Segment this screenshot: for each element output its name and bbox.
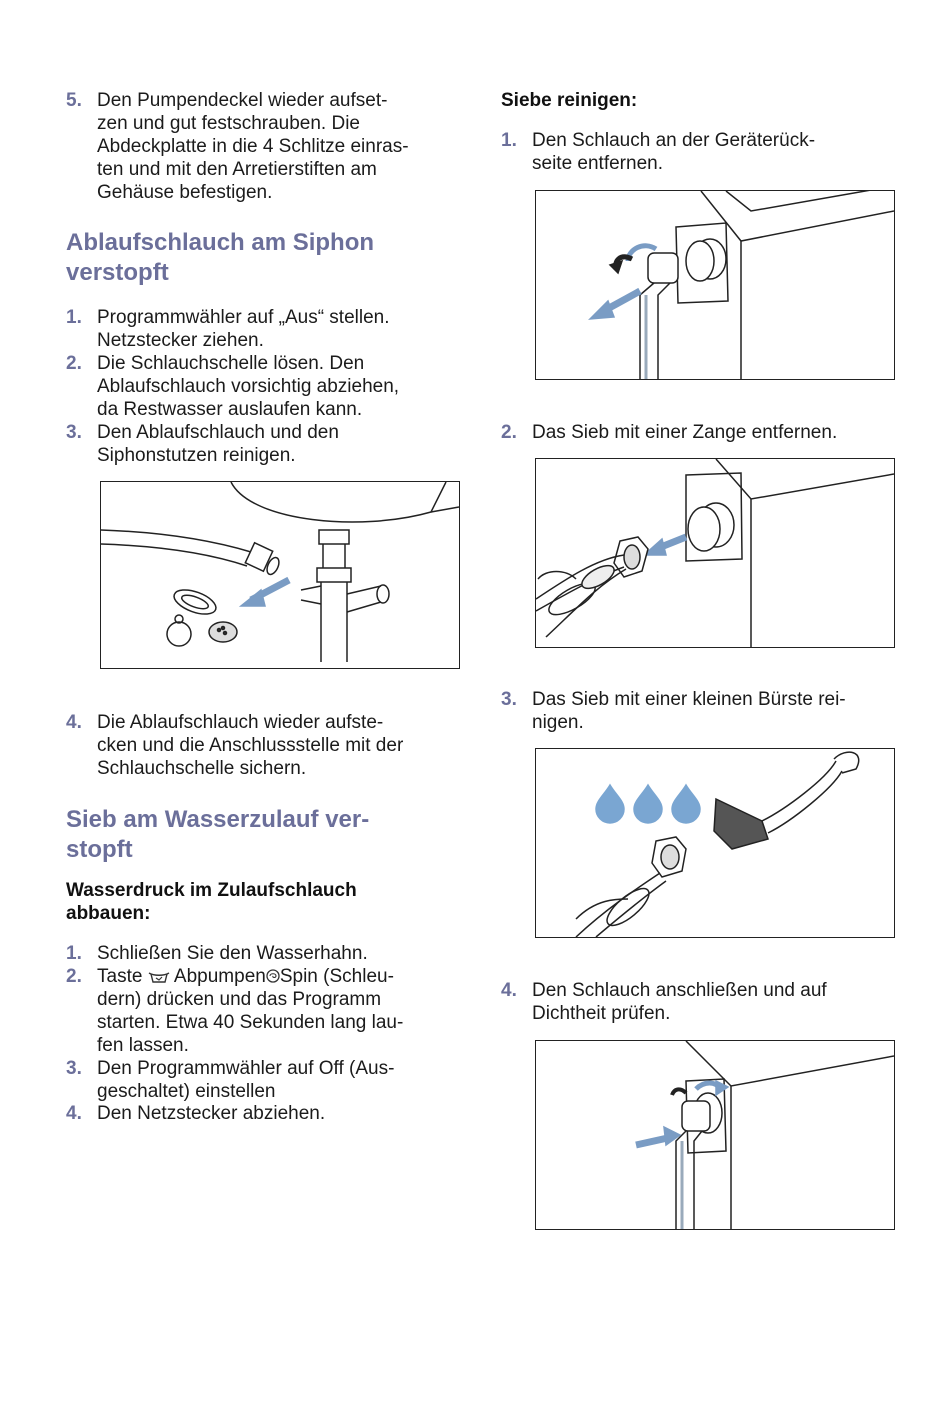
step-text: Den Schlauch anschließen und auf Dichtheit prüfen.: [532, 980, 827, 1024]
step-text-part: Abpumpen: [169, 966, 266, 987]
step-number: 4.: [66, 712, 82, 733]
section-title-sieve: Sieb am Wasserzulauf ver- stopft: [66, 806, 370, 863]
step-text: Schließen Sie den Wasserhahn.: [97, 943, 368, 964]
step-text: Den Schlauch an der Geräterück- seite entfernen.: [532, 130, 816, 174]
step-number: 3.: [501, 689, 517, 710]
spin-icon: [266, 969, 280, 983]
remove-hose-illustration: [535, 190, 895, 380]
step-text: Den Pumpendeckel wieder aufset- zen und gut festschrauben. Die Abdeckplatte in die 4 Schlitze einras- ten und mit den Arretierstiften am Gehäuse befestigen.: [97, 90, 409, 203]
step-number: 1.: [66, 943, 82, 964]
water-drop-icon: [672, 785, 700, 823]
step-text-part: dern) drücken und das Programm starten. Etwa 40 Sekunden lang lau- fen lassen.: [97, 989, 404, 1056]
step-text: Das Sieb mit einer Zange entfernen.: [532, 422, 838, 443]
connect-hose-illustration: [535, 1040, 895, 1230]
program-drain-icon: [148, 970, 170, 983]
step-number: 4.: [66, 1103, 82, 1124]
step-number: 4.: [501, 980, 517, 1001]
step-number: 2.: [66, 966, 82, 987]
step-text: [97, 965, 403, 1057]
step-text: Die Ablaufschlauch wieder aufste- cken und die Anschlussstelle mit der Schlauchschelle sichern.: [97, 712, 404, 779]
brush-clean-sieve-illustration: [535, 748, 895, 938]
step-text: Die Schlauchschelle lösen. Den Ablaufschlauch vorsichtig abziehen, da Restwasser auslaufen kann.: [97, 353, 400, 420]
step-text: Den Programmwähler auf Off (Aus- geschaltet) einstellen: [97, 1058, 395, 1102]
pliers-remove-sieve-illustration: [535, 458, 895, 648]
step-number: 1.: [66, 307, 82, 328]
step-number: 5.: [66, 90, 82, 111]
step-text: Programmwähler auf „Aus“ stellen. Netzstecker ziehen.: [97, 307, 390, 351]
step-text: Den Ablaufschlauch und den Siphonstutzen reinigen.: [97, 422, 339, 466]
step-number: 2.: [66, 353, 82, 374]
section-title-siphon: Ablaufschlauch am Siphon verstopft: [66, 229, 375, 286]
section-subtitle-pressure: Wasserdruck im Zulaufschlauch abbauen:: [66, 880, 357, 924]
step-text: Den Netzstecker abziehen.: [97, 1103, 326, 1124]
step-number: 2.: [501, 422, 517, 443]
step-text-part: Taste: [97, 966, 148, 987]
step-text: Das Sieb mit einer kleinen Bürste rei- nigen.: [532, 689, 846, 733]
water-drop-icon: [596, 785, 624, 823]
step-number: 3.: [66, 422, 82, 443]
section-subtitle-clean-sieves: Siebe reinigen:: [501, 90, 638, 111]
step-number: 3.: [66, 1058, 82, 1079]
siphon-illustration: [100, 481, 460, 669]
step-number: 1.: [501, 130, 517, 151]
step-text-part: Spin (Schleu-: [279, 966, 394, 987]
water-drop-icon: [634, 785, 662, 823]
